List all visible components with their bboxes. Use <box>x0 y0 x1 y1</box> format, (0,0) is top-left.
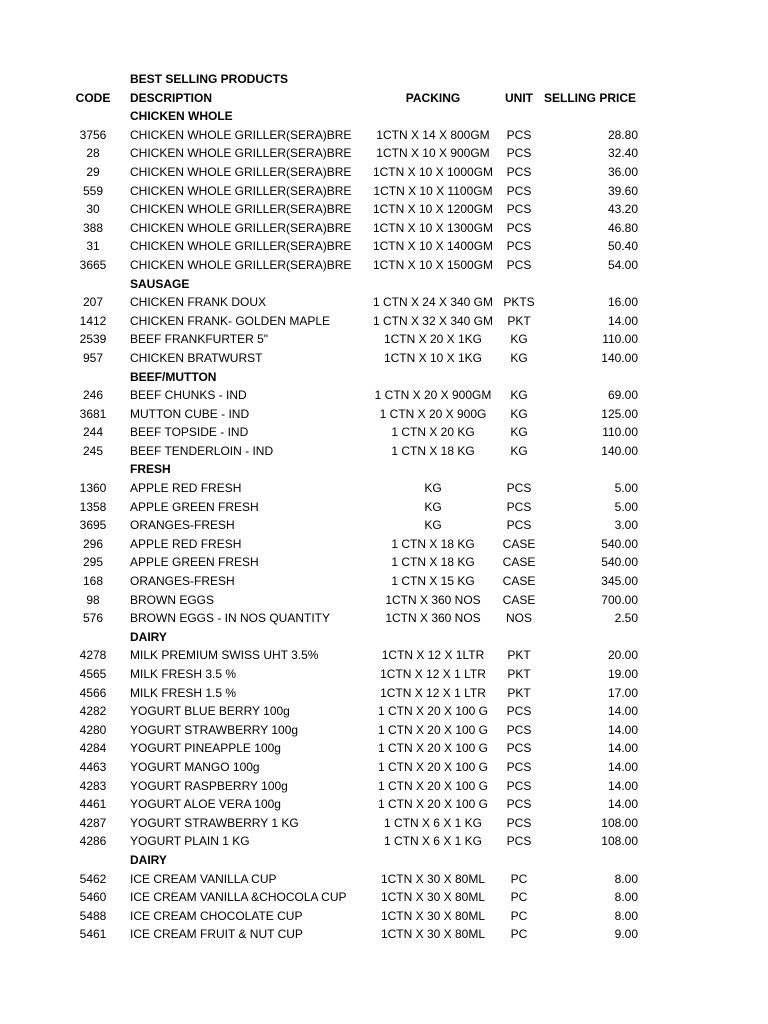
table-row <box>0 144 768 163</box>
table-row <box>0 219 768 238</box>
item-price: 2.50 <box>614 611 638 626</box>
item-unit: CASE <box>502 574 536 589</box>
item-code: 559 <box>82 183 104 198</box>
table-row <box>0 256 768 275</box>
item-unit: PKT <box>507 648 531 663</box>
section-row <box>0 107 768 126</box>
item-unit: PCS <box>506 741 532 756</box>
item-packing: 1 CTN X 20 X 900GM <box>374 388 492 403</box>
item-code: 5488 <box>79 908 107 923</box>
header-code: CODE <box>75 90 111 105</box>
item-description: BEEF TOPSIDE - IND <box>130 425 249 440</box>
item-description: ICE CREAM CHOCOLATE CUP <box>130 908 303 923</box>
item-description: MUTTON CUBE - IND <box>130 406 250 421</box>
table-row <box>0 591 768 610</box>
item-description: YOGURT PINEAPPLE 100g <box>130 741 281 756</box>
item-packing: 1CTN X 360 NOS <box>385 592 481 607</box>
item-code: 4287 <box>79 815 107 830</box>
item-price: 5.00 <box>614 481 638 496</box>
item-unit: PCS <box>506 481 532 496</box>
item-unit: KG <box>510 425 528 440</box>
table-row <box>0 535 768 554</box>
item-packing: 1CTN X 10 X 900GM <box>376 146 490 161</box>
table-row <box>0 795 768 814</box>
item-code: 1360 <box>79 481 107 496</box>
item-code: 3695 <box>79 518 107 533</box>
item-packing: 1 CTN X 18 KG <box>391 443 475 458</box>
table-row <box>0 349 768 368</box>
item-description: APPLE GREEN FRESH <box>130 555 259 570</box>
table-row <box>0 200 768 219</box>
item-price: 8.00 <box>614 871 638 886</box>
item-unit: PCS <box>506 704 532 719</box>
item-packing: 1CTN X 10 X 1400GM <box>372 239 494 254</box>
section-row <box>0 460 768 479</box>
table-row <box>0 758 768 777</box>
table-row <box>0 405 768 424</box>
item-code: 576 <box>82 611 104 626</box>
item-description: BROWN EGGS <box>130 592 215 607</box>
item-packing: 1 CTN X 20 X 100 G <box>377 759 489 774</box>
item-code: 4284 <box>79 741 107 756</box>
item-unit: PKTS <box>503 295 535 310</box>
item-packing: 1 CTN X 15 KG <box>391 574 475 589</box>
item-unit: PCS <box>506 797 532 812</box>
item-unit: CASE <box>502 592 536 607</box>
item-price: 125.00 <box>601 406 638 421</box>
item-unit: PCS <box>506 815 532 830</box>
item-code: 3681 <box>79 406 107 421</box>
item-description: BROWN EGGS - IN NOS QUANTITY <box>130 611 331 626</box>
item-packing: 1CTN X 10 X 1000GM <box>372 164 494 179</box>
item-price: 69.00 <box>607 388 638 403</box>
item-description: YOGURT PLAIN 1 KG <box>130 834 250 849</box>
item-packing: 1CTN X 30 X 80ML <box>380 927 486 942</box>
item-packing: 1CTN X 12 X 1 LTR <box>380 685 486 700</box>
item-description: CHICKEN WHOLE GRILLER(SERA)BRE <box>130 239 352 254</box>
header-unit: UNIT <box>505 90 533 105</box>
item-price: 36.00 <box>607 164 638 179</box>
item-unit: PCS <box>506 499 532 514</box>
item-price: 14.00 <box>607 704 638 719</box>
table-body <box>0 107 768 944</box>
section-label: CHICKEN WHOLE <box>130 109 233 124</box>
item-description: CHICKEN FRANK DOUX <box>130 295 267 310</box>
item-price: 140.00 <box>601 350 638 365</box>
item-packing: 1 CTN X 20 X 100 G <box>377 778 489 793</box>
item-price: 46.80 <box>607 220 638 235</box>
table-row <box>0 516 768 535</box>
header-row <box>0 89 768 108</box>
section-row <box>0 275 768 294</box>
table-row <box>0 163 768 182</box>
table-row <box>0 293 768 312</box>
item-price: 20.00 <box>607 648 638 663</box>
item-description: YOGURT MANGO 100g <box>130 759 260 774</box>
item-packing: 1CTN X 30 X 80ML <box>380 871 486 886</box>
table-row <box>0 237 768 256</box>
item-price: 108.00 <box>601 834 638 849</box>
item-unit: PCS <box>506 202 532 217</box>
item-price: 43.20 <box>607 202 638 217</box>
item-price: 17.00 <box>607 685 638 700</box>
item-price: 19.00 <box>607 667 638 681</box>
item-price: 8.00 <box>614 908 638 923</box>
header-description: DESCRIPTION <box>130 90 213 105</box>
item-packing: 1CTN X 10 X 1200GM <box>372 202 494 217</box>
table-row <box>0 925 768 944</box>
item-description: CHICKEN WHOLE GRILLER(SERA)BRE <box>130 127 352 142</box>
item-code: 246 <box>82 388 104 403</box>
item-description: CHICKEN BRATWURST <box>130 350 263 365</box>
table-row <box>0 423 768 442</box>
item-unit: KG <box>510 350 528 365</box>
item-price: 345.00 <box>601 574 638 589</box>
item-code: 98 <box>86 592 100 607</box>
item-code: 5460 <box>79 890 107 905</box>
item-code: 295 <box>82 555 104 570</box>
item-unit: CASE <box>502 536 536 551</box>
item-description: YOGURT STRAWBERRY 1 KG <box>130 815 299 830</box>
table-row <box>0 665 768 684</box>
section-label: BEEF/MUTTON <box>130 369 217 384</box>
item-price: 16.00 <box>607 295 638 310</box>
sheet-title: BEST SELLING PRODUCTS <box>130 72 289 86</box>
item-unit: PCS <box>506 220 532 235</box>
table-row <box>0 442 768 461</box>
item-price: 14.00 <box>607 759 638 774</box>
table-row <box>0 330 768 349</box>
table-row <box>0 702 768 721</box>
table-row <box>0 479 768 498</box>
item-price: 9.00 <box>614 927 638 942</box>
item-packing: 1 CTN X 18 KG <box>391 555 475 570</box>
item-description: ICE CREAM VANILLA &CHOCOLA CUP <box>130 890 347 905</box>
item-price: 540.00 <box>601 555 638 570</box>
item-price: 14.00 <box>607 797 638 812</box>
item-code: 4283 <box>79 778 107 793</box>
table-row <box>0 553 768 572</box>
item-unit: PC <box>510 890 528 905</box>
item-packing: 1CTN X 12 X 1 LTR <box>380 667 486 681</box>
item-code: 4461 <box>79 797 107 812</box>
item-description: CHICKEN WHOLE GRILLER(SERA)BRE <box>130 220 352 235</box>
item-code: 957 <box>82 350 104 365</box>
item-price: 14.00 <box>607 722 638 737</box>
item-code: 4566 <box>79 685 107 700</box>
table-row <box>0 907 768 926</box>
item-unit: PCS <box>506 239 532 254</box>
section-row <box>0 368 768 387</box>
item-code: 1358 <box>79 499 107 514</box>
item-packing: 1CTN X 30 X 80ML <box>380 890 486 905</box>
item-description: APPLE RED FRESH <box>130 536 242 551</box>
item-price: 32.40 <box>607 146 638 161</box>
item-description: CHICKEN FRANK- GOLDEN MAPLE <box>130 313 331 328</box>
item-price: 3.00 <box>614 518 638 533</box>
item-price: 5.00 <box>614 499 638 514</box>
item-price: 14.00 <box>607 778 638 793</box>
item-code: 3756 <box>79 127 107 142</box>
item-code: 29 <box>86 164 100 179</box>
item-unit: PCS <box>506 778 532 793</box>
item-code: 5462 <box>79 871 107 886</box>
section-row <box>0 851 768 870</box>
item-packing: KG <box>424 499 442 514</box>
item-unit: PCS <box>506 164 532 179</box>
item-packing: 1CTN X 20 X 1KG <box>383 332 483 347</box>
item-packing: 1CTN X 10 X 1KG <box>383 350 483 365</box>
item-description: APPLE GREEN FRESH <box>130 499 259 514</box>
item-description: APPLE RED FRESH <box>130 481 242 496</box>
item-unit: PCS <box>506 759 532 774</box>
table-row <box>0 498 768 517</box>
item-packing: 1CTN X 14 X 800GM <box>376 127 490 142</box>
table-row <box>0 646 768 665</box>
table-row <box>0 739 768 758</box>
item-unit: PCS <box>506 834 532 849</box>
item-description: CHICKEN WHOLE GRILLER(SERA)BRE <box>130 146 352 161</box>
table-row <box>0 684 768 703</box>
item-description: ICE CREAM FRUIT & NUT CUP <box>130 927 303 942</box>
item-packing: 1 CTN X 18 KG <box>391 536 475 551</box>
table-row <box>0 777 768 796</box>
item-description: YOGURT RASPBERRY 100g <box>130 778 288 793</box>
item-code: 4565 <box>79 667 107 681</box>
item-code: 244 <box>82 425 104 440</box>
item-packing: 1 CTN X 6 X 1 KG <box>383 834 483 849</box>
item-price: 14.00 <box>607 313 638 328</box>
section-row <box>0 628 768 647</box>
item-packing: 1CTN X 10 X 1300GM <box>372 220 494 235</box>
item-unit: PCS <box>506 722 532 737</box>
table-row <box>0 721 768 740</box>
item-description: CHICKEN WHOLE GRILLER(SERA)BRE <box>130 183 352 198</box>
item-packing: 1 CTN X 32 X 340 GM <box>372 313 494 328</box>
item-packing: 1 CTN X 20 KG <box>391 425 475 440</box>
price-list-sheet <box>0 70 768 944</box>
item-packing: 1 CTN X 20 X 100 G <box>377 722 489 737</box>
item-description: ICE CREAM VANILLA CUP <box>130 871 277 886</box>
item-packing: 1 CTN X 20 X 100 G <box>377 797 489 812</box>
item-unit: KG <box>510 406 528 421</box>
item-unit: PC <box>510 908 528 923</box>
item-packing: KG <box>424 518 442 533</box>
item-packing: 1CTN X 30 X 80ML <box>380 908 486 923</box>
item-price: 14.00 <box>607 741 638 756</box>
item-unit: NOS <box>505 611 532 626</box>
item-unit: PC <box>510 927 528 942</box>
item-packing: 1 CTN X 20 X 100 G <box>377 741 489 756</box>
item-price: 540.00 <box>601 536 638 551</box>
item-unit: PKT <box>507 685 531 700</box>
item-description: BEEF FRANKFURTER 5" <box>130 332 269 347</box>
table-row <box>0 870 768 889</box>
item-packing: 1 CTN X 6 X 1 KG <box>383 815 483 830</box>
item-packing: 1CTN X 10 X 1500GM <box>372 257 494 272</box>
table-row <box>0 312 768 331</box>
item-unit: KG <box>510 332 528 347</box>
item-code: 4280 <box>79 722 107 737</box>
item-description: BEEF TENDERLOIN - IND <box>130 443 274 458</box>
section-label: DAIRY <box>130 629 167 644</box>
item-unit: PC <box>510 871 528 886</box>
item-price: 110.00 <box>602 425 638 440</box>
item-price: 8.00 <box>614 890 638 905</box>
item-code: 31 <box>86 239 100 254</box>
item-packing: 1 CTN X 24 X 340 GM <box>372 295 494 310</box>
section-label: DAIRY <box>130 852 167 867</box>
item-unit: PCS <box>506 127 532 142</box>
item-price: 54.00 <box>607 257 638 272</box>
item-price: 39.60 <box>607 183 638 198</box>
item-description: YOGURT BLUE BERRY 100g <box>130 704 290 719</box>
item-description: YOGURT STRAWBERRY 100g <box>130 722 299 737</box>
table-row <box>0 609 768 628</box>
item-code: 388 <box>82 220 104 235</box>
item-unit: PCS <box>506 257 532 272</box>
item-price: 140.00 <box>601 443 638 458</box>
item-packing: 1CTN X 360 NOS <box>385 611 481 626</box>
item-description: ORANGES-FRESH <box>130 574 235 589</box>
table-row <box>0 572 768 591</box>
section-label: SAUSAGE <box>130 276 190 291</box>
item-price: 28.80 <box>607 127 638 142</box>
header-selling-price: SELLING PRICE <box>543 90 636 105</box>
item-unit: PCS <box>506 146 532 161</box>
item-code: 28 <box>86 146 100 161</box>
item-description: MILK FRESH 3.5 % <box>130 667 237 681</box>
item-unit: KG <box>510 388 528 403</box>
item-unit: PCS <box>506 518 532 533</box>
item-description: CHICKEN WHOLE GRILLER(SERA)BRE <box>130 257 352 272</box>
item-code: 5461 <box>79 927 107 942</box>
item-code: 4463 <box>79 759 107 774</box>
item-code: 4286 <box>79 834 107 849</box>
table-row <box>0 888 768 907</box>
item-description: BEEF CHUNKS - IND <box>130 388 247 403</box>
section-label: FRESH <box>130 462 171 477</box>
item-packing: 1CTN X 10 X 1100GM <box>373 183 493 198</box>
table-row <box>0 126 768 145</box>
item-packing: KG <box>424 481 442 496</box>
table-row <box>0 182 768 201</box>
item-code: 207 <box>82 295 104 310</box>
item-description: CHICKEN WHOLE GRILLER(SERA)BRE <box>130 202 352 217</box>
item-unit: PKT <box>507 313 531 328</box>
item-code: 1412 <box>79 313 107 328</box>
item-code: 3665 <box>79 257 107 272</box>
item-packing: 1 CTN X 20 X 100 G <box>377 704 489 719</box>
header-packing: PACKING <box>405 90 461 105</box>
item-packing: 1 CTN X 20 X 900G <box>379 406 487 421</box>
item-price: 108.00 <box>601 815 638 830</box>
item-price: 50.40 <box>607 239 638 254</box>
item-packing: 1CTN X 12 X 1LTR <box>381 648 485 663</box>
item-unit: PKT <box>507 667 531 681</box>
table-row <box>0 814 768 833</box>
item-code: 30 <box>86 202 100 217</box>
title-row <box>0 70 768 89</box>
item-description: MILK PREMIUM SWISS UHT 3.5% <box>130 648 319 663</box>
item-code: 296 <box>82 536 104 551</box>
item-code: 4278 <box>79 648 107 663</box>
item-description: MILK FRESH 1.5 % <box>130 685 237 700</box>
item-code: 2539 <box>79 332 107 347</box>
item-code: 4282 <box>79 704 107 719</box>
table-row <box>0 832 768 851</box>
item-code: 168 <box>82 574 104 589</box>
item-unit: PCS <box>506 183 532 198</box>
item-description: ORANGES-FRESH <box>130 518 235 533</box>
item-unit: CASE <box>502 555 536 570</box>
item-description: CHICKEN WHOLE GRILLER(SERA)BRE <box>130 164 352 179</box>
item-description: YOGURT ALOE VERA 100g <box>130 797 281 812</box>
table-row <box>0 386 768 405</box>
item-unit: KG <box>510 443 528 458</box>
item-code: 245 <box>82 443 104 458</box>
item-price: 700.00 <box>601 592 638 607</box>
item-price: 110.00 <box>602 332 638 347</box>
